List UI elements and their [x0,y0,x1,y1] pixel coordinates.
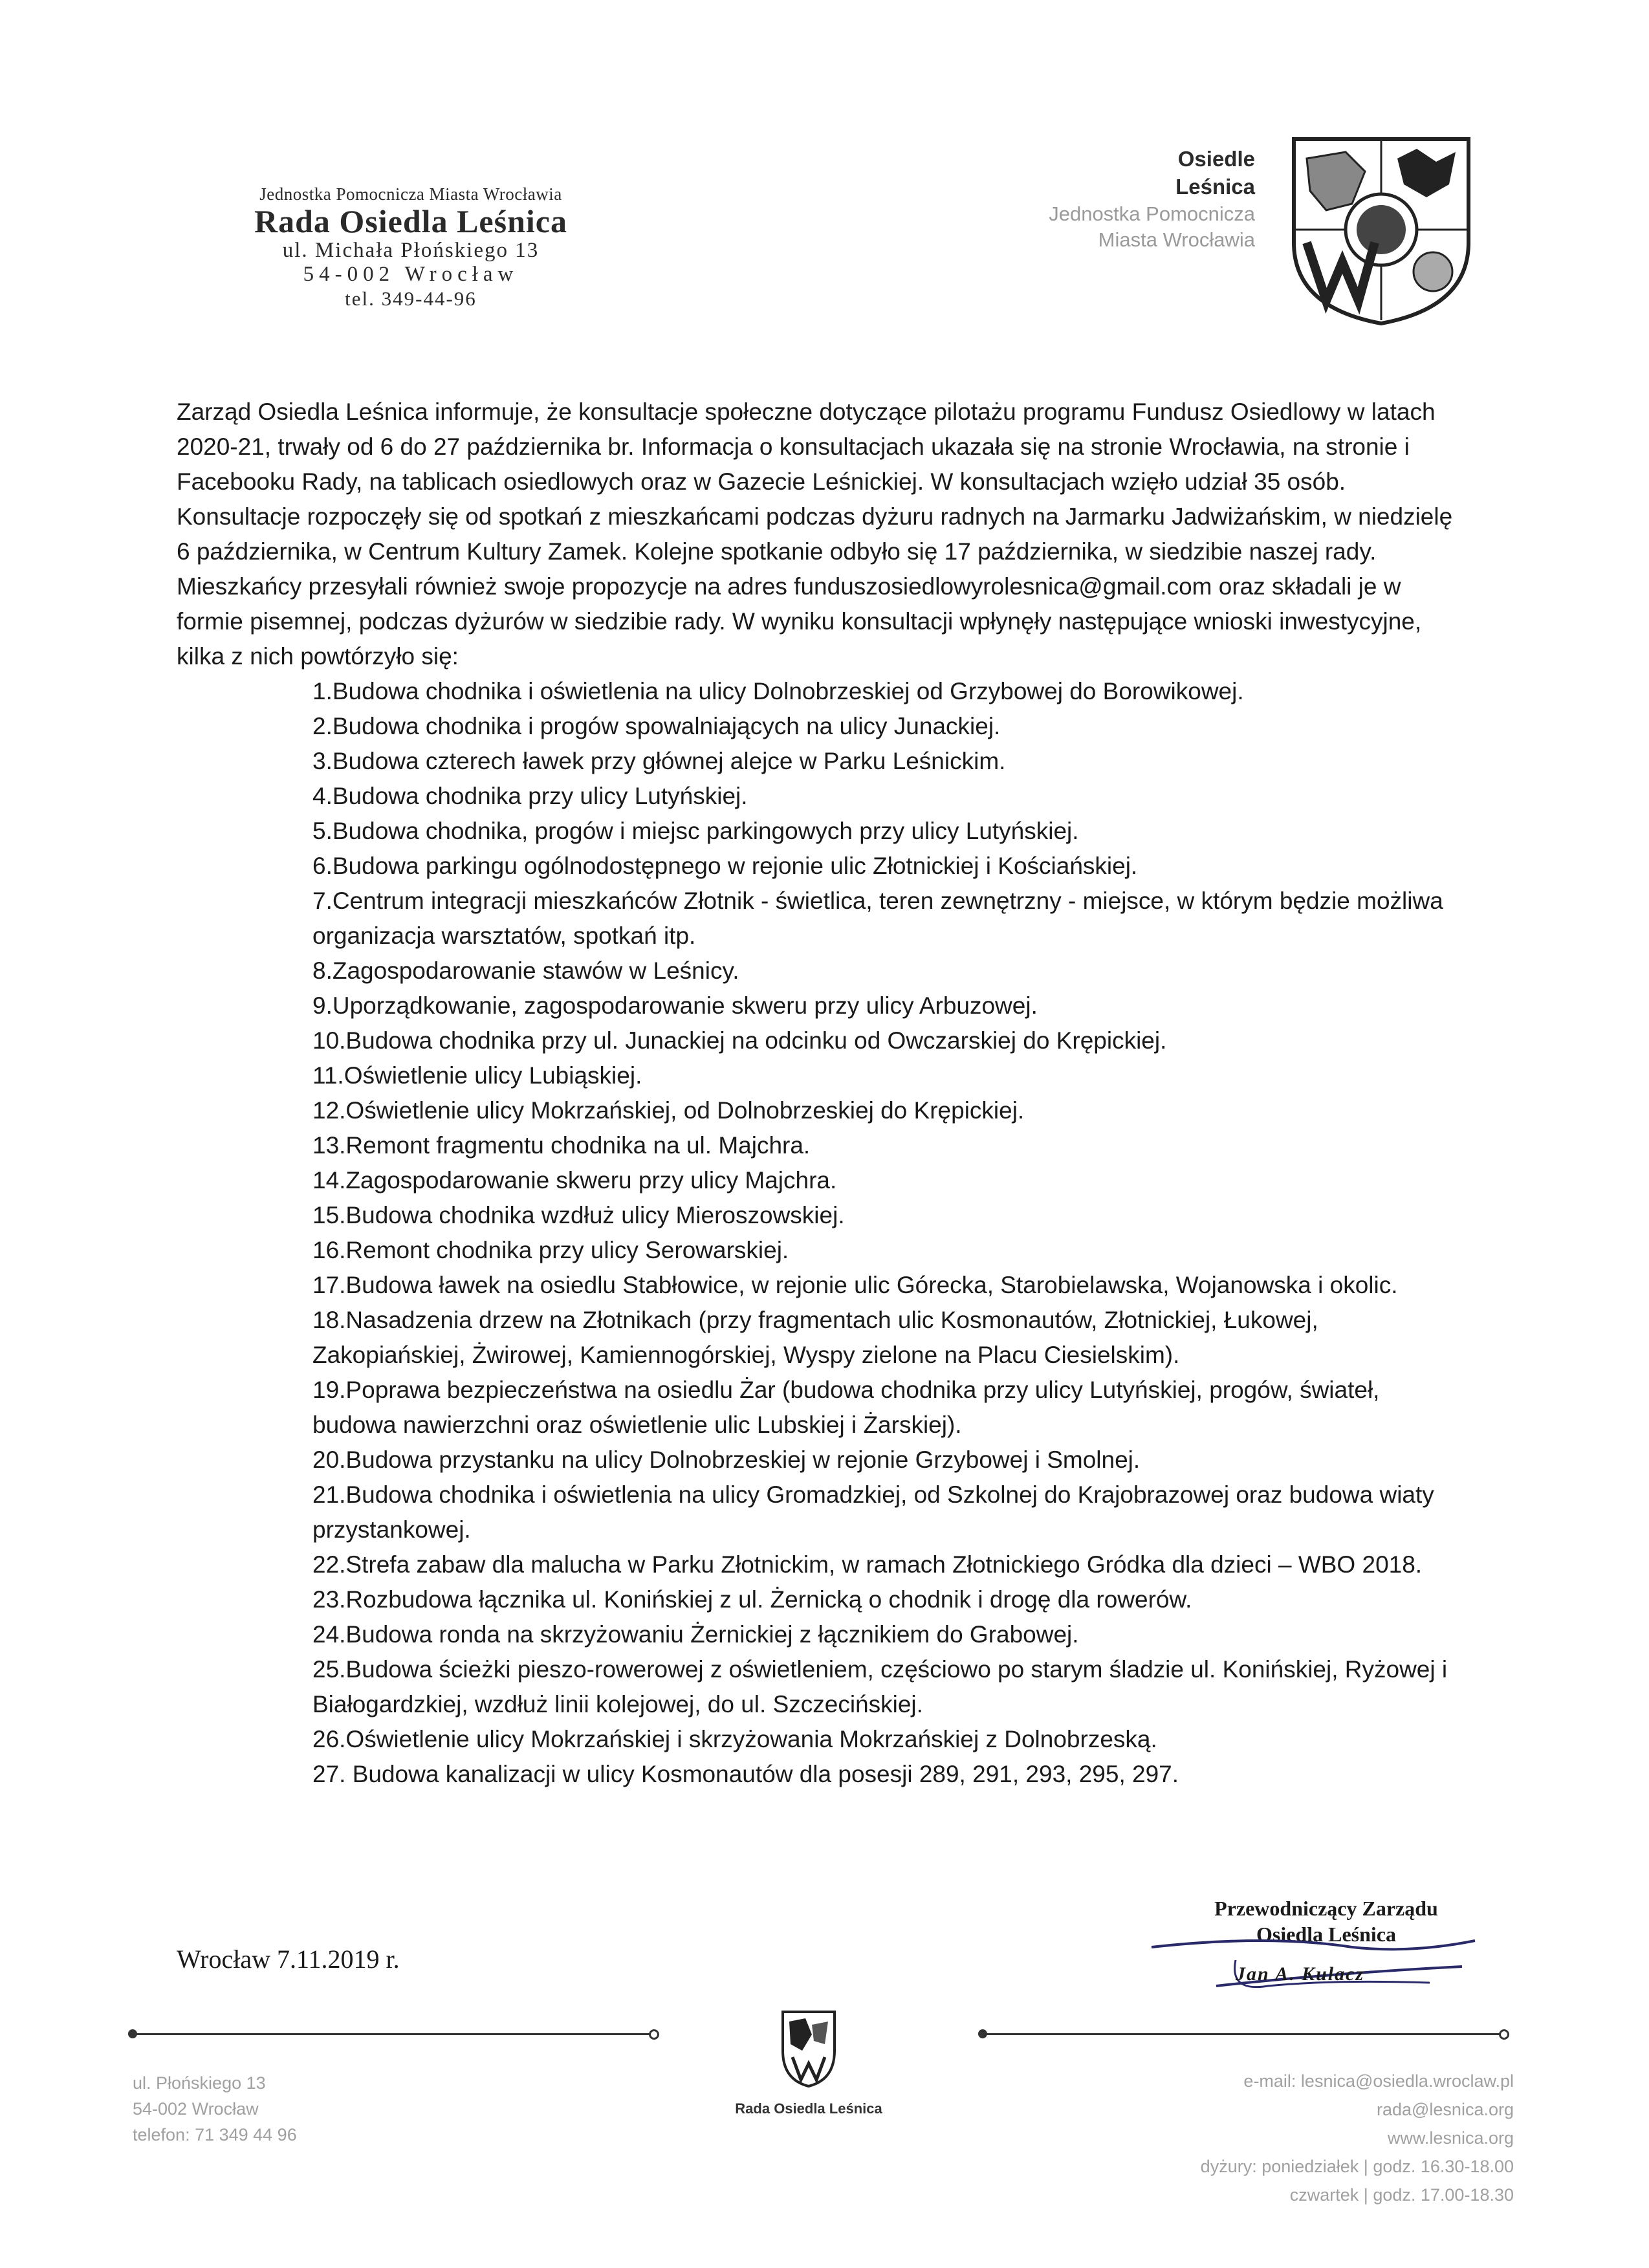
letter-date: Wrocław 7.11.2019 r. [177,1945,400,1974]
proposal-item: 7.Centrum integracji mieszkańców Złotnik - świetlica, teren zewnętrzny - miejsce, w którym będzie możliwa organizacja warsztatów, spotkań itp. [312,888,1443,949]
footer-email: e-mail: lesnica@osiedla.wroclaw.pl [1243,2071,1514,2091]
footer-rule-left [133,2033,650,2035]
stamp-unit-line: Jednostka Pomocnicza Miasta Wrocławia [259,184,562,204]
signature-role-line1: Przewodniczący Zarządu [1214,1897,1438,1920]
proposal-list [177,674,1464,1792]
letterhead-sub-line2: Miasta Wrocławia [1098,228,1255,252]
proposal-item: 27. Budowa kanalizacji w ulicy Kosmonautów dla posesji 289, 291, 293, 295, 297. [312,1761,1179,1787]
footer-hours-mon: dyżury: poniedziałek | godz. 16.30-18.00 [1200,2157,1514,2176]
footer-hours-thu: czwartek | godz. 17.00-18.30 [1289,2185,1514,2205]
signatory-name: Jan A. Kulacz [1236,1963,1365,1985]
footer-street: ul. Płońskiego 13 [133,2073,266,2093]
footer-postcode: 54-002 Wrocław [133,2099,259,2119]
proposal-item: 25.Budowa ścieżki pieszo-rowerowej z oświetleniem, częściowo po starym śladzie ul. Konińskiej, Ryżowej i Białogardzkiej, wzdłuż linii kolejowej, do ul. Szczecińskiej. [312,1656,1448,1717]
proposal-item: 2.Budowa chodnika i progów spowalniających na ulicy Junackiej. [312,713,1001,739]
proposal-item: 16.Remont chodnika przy ulicy Serowarskiej. [312,1237,789,1263]
proposal-item: 15.Budowa chodnika wzdłuż ulicy Mieroszowskiej. [312,1202,845,1228]
stamp-street: ul. Michała Płońskiego 13 [282,238,540,262]
footer-council-name: Rada Osiedla Leśnica [735,2100,882,2117]
proposal-item: 5.Budowa chodnika, progów i miejsc parkingowych przy ulicy Lutyńskiej. [312,818,1079,844]
footer-rule-right [983,2033,1500,2035]
proposal-item: 19.Poprawa bezpieczeństwa na osiedlu Żar (budowa chodnika przy ulicy Lutyńskiej, progów, świateł, budowa nawierzchni oraz oświetlenie ulic Lubskiej i Żarskiej). [312,1377,1380,1438]
proposal-item: 22.Strefa zabaw dla malucha w Parku Złotnickim, w ramach Złotnickiego Gródka dla dzieci – WBO 2018. [312,1551,1423,1578]
council-logo-icon [776,2005,841,2089]
footer-phone: telefon: 71 349 44 96 [133,2125,297,2144]
proposal-item: 6.Budowa parkingu ogólnodostępnego w rejonie ulic Złotnickiej i Kościańskiej. [312,853,1138,879]
proposal-item: 20.Budowa przystanku na ulicy Dolnobrzeskiej w rejonie Grzybowej i Smolnej. [312,1446,1141,1473]
letterhead-title-line2: Leśnica [1175,174,1255,199]
council-stamp [243,184,579,311]
footer-contacts [1003,2067,1514,2209]
intro-paragraph: Zarząd Osiedla Leśnica informuje, że konsultacje społeczne dotyczące pilotażu programu Fundusz Osiedlowy w latach 2020-21, trwały od 6 do 27 października br. Informacja o konsultacjach ukazała się na stronie Wrocławia, na stronie i Facebooku Rady, na tablicach osiedlowych oraz w Gazecie Leśnickiej. W konsultacjach wzięło udział 35 osób. Konsultacje rozpoczęły się od spotkań z mieszkańcami podczas dyżuru radnych na Jarmarku Jadwiżańskim, w niedzielę 6 października, w Centrum Kultury Zamek. Kolejne spotkanie odbyło się 17 października, w siedzibie naszej rady. Mieszkańcy przesyłali również swoje propozycje na adres funduszosiedlowyrolesnica@gmail.com oraz składali je w formie pisemnej, podczas dyżurów w siedzibie rady. W wyniku konsultacji wpłynęły następujące wnioski inwestycyjne, kilka z nich powtórzyło się: [177,398,1453,670]
letterhead-sub-line1: Jednostka Pomocnicza [1049,202,1255,225]
proposal-item: 1.Budowa chodnika i oświetlenia na ulicy Dolnobrzeskiej od Grzybowej do Borowikowej. [312,678,1244,704]
proposal-item: 4.Budowa chodnika przy ulicy Lutyńskiej. [312,783,748,809]
proposal-item: 21.Budowa chodnika i oświetlenia na ulicy Gromadzkiej, od Szkolnej do Krajobrazowej oraz budowa wiaty przystankowej. [312,1481,1434,1543]
proposal-item: 3.Budowa czterech ławek przy głównej alejce w Parku Leśnickim. [312,748,1006,774]
proposal-item: 13.Remont fragmentu chodnika na ul. Majchra. [312,1132,811,1159]
rule-left-end-dot [649,2029,659,2040]
proposal-item: 11.Oświetlenie ulicy Lubiąskiej. [312,1062,642,1089]
stamp-postcode-city: 54-002 Wrocław [303,263,519,287]
proposal-item: 26.Oświetlenie ulicy Mokrzańskiej i skrzyżowania Mokrzańskiej z Dolnobrzeską. [312,1726,1157,1752]
proposal-item: 24.Budowa ronda na skrzyżowaniu Żernickiej z łącznikiem do Grabowej. [312,1621,1079,1648]
letterhead-title [983,146,1255,253]
letter-body [177,395,1464,1792]
footer-email-2: rada@lesnica.org [1376,2100,1514,2119]
signature-role-line2: Osiedla Leśnica [1256,1923,1396,1946]
proposal-item: 17.Budowa ławek na osiedlu Stabłowice, w rejonie ulic Górecka, Starobielawska, Wojanowska i okolic. [312,1272,1398,1298]
proposal-item: 9.Uporządkowanie, zagospodarowanie skweru przy ulicy Arbuzowej. [312,992,1038,1019]
signature-block [1139,1895,1488,2018]
proposal-item: 18.Nasadzenia drzew na Złotnikach (przy fragmentach ulic Kosmonautów, Złotnickiej, Łukowej, Zakopiańskiej, Żwirowej, Kamiennogórskiej, Wyspy zielone na Placu Ciesielskim). [312,1307,1318,1368]
stamp-phone: tel. 349-44-96 [345,287,477,311]
coat-of-arms-icon [1287,133,1475,327]
stamp-council-name: Rada Osiedla Leśnica [254,203,567,239]
proposal-item: 23.Rozbudowa łącznika ul. Konińskiej z ul. Żernicką o chodnik i drogę dla rowerów. [312,1586,1192,1613]
proposal-item: 8.Zagospodarowanie stawów w Leśnicy. [312,957,739,984]
footer-address [133,2070,297,2148]
footer-website: www.lesnica.org [1387,2128,1514,2148]
rule-right-end-dot [1499,2029,1509,2040]
proposal-item: 10.Budowa chodnika przy ul. Junackiej na odcinku od Owczarskiej do Krępickiej. [312,1027,1167,1054]
proposal-item: 14.Zagospodarowanie skweru przy ulicy Majchra. [312,1167,837,1194]
footer-logo [731,2005,886,2117]
letterhead-title-line1: Osiedle [1177,147,1255,171]
proposal-item: 12.Oświetlenie ulicy Mokrzańskiej, od Dolnobrzeskiej do Krępickiej. [312,1097,1025,1124]
